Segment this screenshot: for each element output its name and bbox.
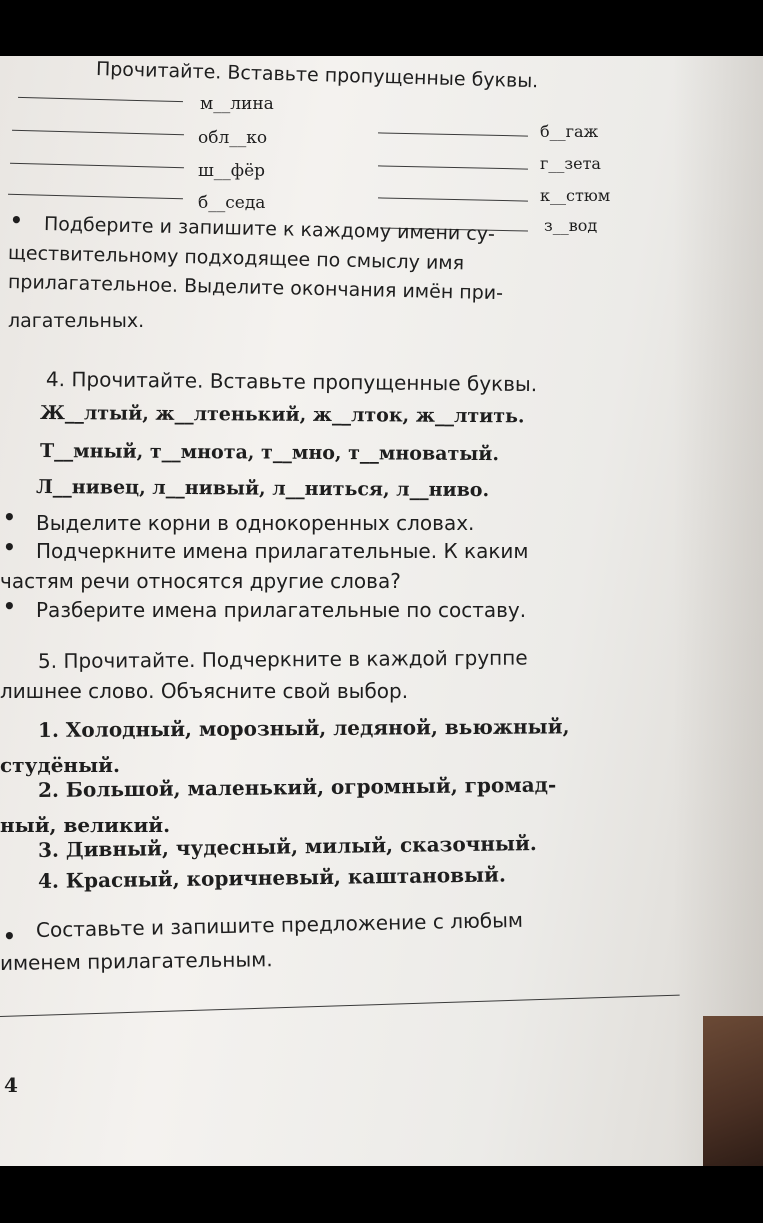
- word-left-2: обл__ко: [198, 128, 268, 148]
- ex3-task-line: прилагательное. Выделите окончания имён при-: [7, 271, 504, 305]
- page-number: 4: [4, 1073, 18, 1097]
- word-right-3: к__стюм: [540, 186, 611, 205]
- ex5-item: 1. Холодный, морозный, ледяной, вьюжный,: [37, 714, 570, 742]
- word-right-1: б__гаж: [540, 122, 599, 141]
- ex5-item: 3. Дивный, чудесный, милый, сказочный.: [37, 831, 537, 862]
- ex4-task: Разберите имена прилагательные по составу.: [36, 598, 527, 622]
- ex4-task: частям речи относятся другие слова?: [0, 569, 401, 593]
- answer-line: [10, 163, 184, 169]
- answer-line: [378, 165, 528, 169]
- bullet: •: [10, 208, 23, 232]
- word-left-4: б__седа: [198, 193, 266, 213]
- bullet: •: [3, 594, 16, 618]
- table-surface: [703, 1016, 763, 1166]
- ex3-task-line: Подберите и запишите к каждому имени су-: [43, 213, 496, 246]
- answer-line: [378, 197, 528, 201]
- ex4-word-row: Ж__лтый, ж__лтенький, ж__лток, ж__лтить.: [39, 402, 525, 428]
- ex3-heading: Прочитайте. Вставьте пропущенные буквы.: [95, 58, 539, 93]
- ex4-word-row: Л__нивец, л__нивый, л__ниться, л__ниво.: [35, 476, 490, 502]
- word-right-2: г__зета: [540, 154, 601, 173]
- answer-line: [8, 194, 183, 200]
- workbook-page: [0, 56, 763, 1166]
- answer-line: [0, 995, 680, 1017]
- ex5-item: 4. Красный, коричневый, каштановый.: [37, 862, 507, 893]
- bullet: •: [3, 505, 16, 529]
- ex5-heading: 5. Прочитайте. Подчеркните в каждой группе: [37, 645, 528, 673]
- bullet: •: [3, 924, 16, 948]
- ex3-task-line: лагательных.: [8, 310, 145, 332]
- answer-line: [12, 130, 184, 136]
- ex4-task: Подчеркните имена прилагательные. К каким: [36, 539, 529, 563]
- bullet: •: [3, 535, 16, 559]
- ex4-word-row: Т__мный, т__мнота, т__мно, т__мноватый.: [39, 440, 500, 466]
- ex5-task: именем прилагательным.: [0, 947, 273, 975]
- ex3-task-line: ществительному подходящее по смыслу имя: [7, 242, 465, 275]
- ex5-item: студёный.: [0, 753, 120, 777]
- ex5-item: 2. Большой, маленький, огромный, громад-: [37, 772, 557, 802]
- ex4-heading: 4. Прочитайте. Вставьте пропущенные буквы.: [45, 367, 538, 397]
- word-left-1: м__лина: [200, 94, 274, 114]
- answer-line: [18, 97, 183, 102]
- ex4-task: Выделите корни в однокоренных словах.: [36, 511, 475, 535]
- word-left-3: ш__фёр: [198, 161, 266, 181]
- ex5-item: ный, великий.: [0, 813, 171, 837]
- word-right-4: з__вод: [544, 216, 598, 235]
- page-shadow: [673, 56, 763, 1166]
- ex5-task: Составьте и запишите предложение с любым: [35, 907, 524, 942]
- ex5-heading: лишнее слово. Объясните свой выбор.: [0, 679, 409, 703]
- answer-line: [378, 132, 528, 136]
